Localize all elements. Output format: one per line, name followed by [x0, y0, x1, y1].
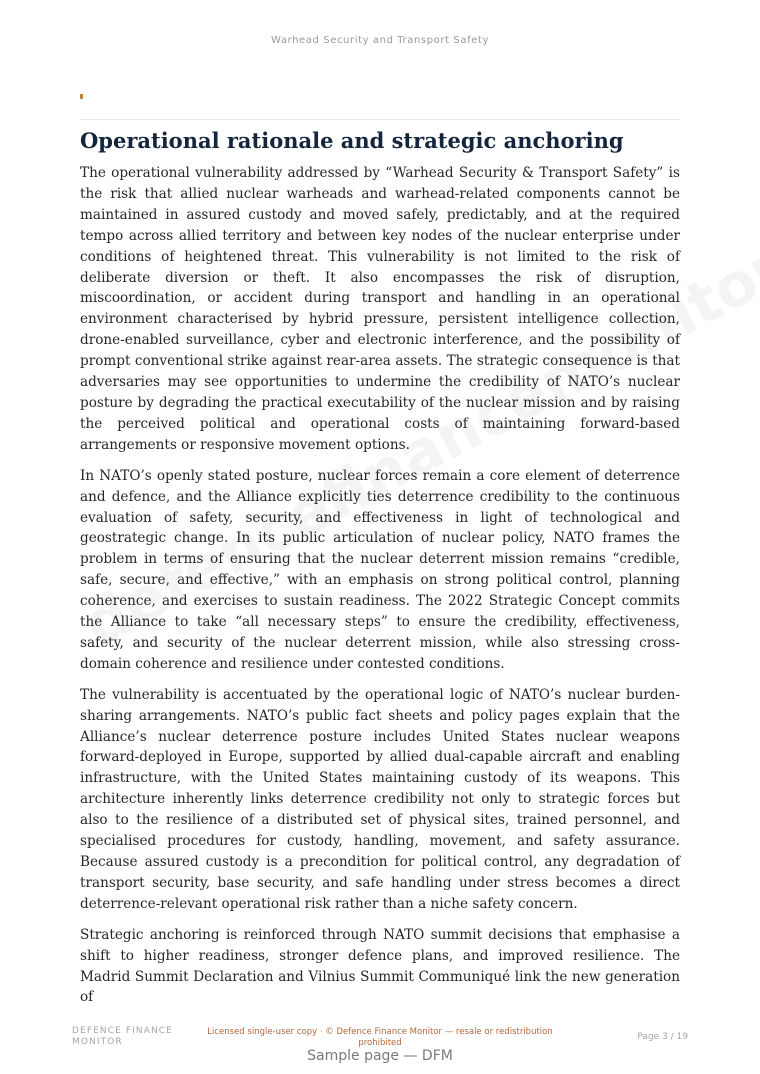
sample-page-label: Sample page — DFM — [307, 1048, 453, 1064]
body-paragraph-3: The vulnerability is accentuated by the operational logic of NATO’s nuclear burden-sharing arrangements. NATO’s public fact sheets and policy pages explain that the Alliance’s nuclear deterrence posture includes United States nuclear weapons forward-deployed in Europe, supported by allied dual-capable aircraft and enabling infrastructure, with the United States maintaining custody of its weapons. This architecture inherently links deterrence credibility not only to strategic forces but also to the resilience of a distributed set of physical sites, trained personnel, and specialised procedures for custody, handling, movement, and safety assurance. Because assured custody is a precondition for political control, any degradation of transport security, base security, and safe handling under stress becomes a direct deterrence-relevant operational risk rather than a niche safety concern. — [80, 686, 680, 912]
body-paragraph-2: In NATO’s openly stated posture, nuclear forces remain a core element of deterrence and defence, and the Alliance explicitly ties deterrence credibility to the continuous evaluation of safety, security, and effectiveness in light of technological and geostrategic change. In its public articulation of nuclear policy, NATO frames the problem in terms of ensuring that the nuclear deterrent mission remains “credible, safe, secure, and effective,” with an emphasis on strong political control, planning coherence, and exercises to sustain readiness. The 2022 Strategic Concept commits the Alliance to take “all necessary steps” to ensure the credibility, effectiveness, safety, and security of the nuclear deterrent mission, while also stressing cross-domain coherence and resilience under contested conditions. — [80, 467, 680, 672]
footer-publisher: DEFENCE FINANCE MONITOR — [72, 1026, 173, 1047]
header-divider — [80, 119, 680, 120]
section-heading: Operational rationale and strategic anchoring — [80, 128, 624, 153]
body-paragraph-4: Strategic anchoring is reinforced through NATO summit decisions that emphasise a shift to higher readiness, stronger defence plans, and improved resilience. The Madrid Summit Declaration and Vilnius Summit Communiqué link the new generation of — [80, 926, 680, 1006]
section-body — [80, 127, 680, 1018]
body-paragraph-1: The operational vulnerability addressed by “Warhead Security & Transport Safety” is the risk that allied nuclear warheads and warhead-related components cannot be maintained in assured custody and moved safely, predictably, and at the required tempo across allied territory and between key nodes of the nuclear enterprise under conditions of heightened threat. This vulnerability is not limited to the risk of deliberate diversion or theft. It also encompasses the risk of disruption, miscoordination, or accident during transport and handling in an operational environment characterised by hybrid pressure, persistent intelligence collection, drone-enabled surveillance, cyber and electronic interference, and the possibility of prompt conventional strike against rear-area assets. The strategic consequence is that adversaries may see opportunities to undermine the credibility of NATO’s nuclear posture by degrading the practical executability of the nuclear mission and by raising the perceived political and operational costs of maintaining forward-based arrangements or responsive movement options. — [80, 165, 680, 453]
page-number: Page 3 / 19 — [637, 1032, 688, 1042]
footer-license: Licensed single-user copy · © Defence Finance Monitor — resale or redistribution prohibited — [207, 1027, 553, 1048]
accent-marker — [80, 94, 83, 99]
running-header: Warhead Security and Transport Safety — [271, 35, 489, 46]
